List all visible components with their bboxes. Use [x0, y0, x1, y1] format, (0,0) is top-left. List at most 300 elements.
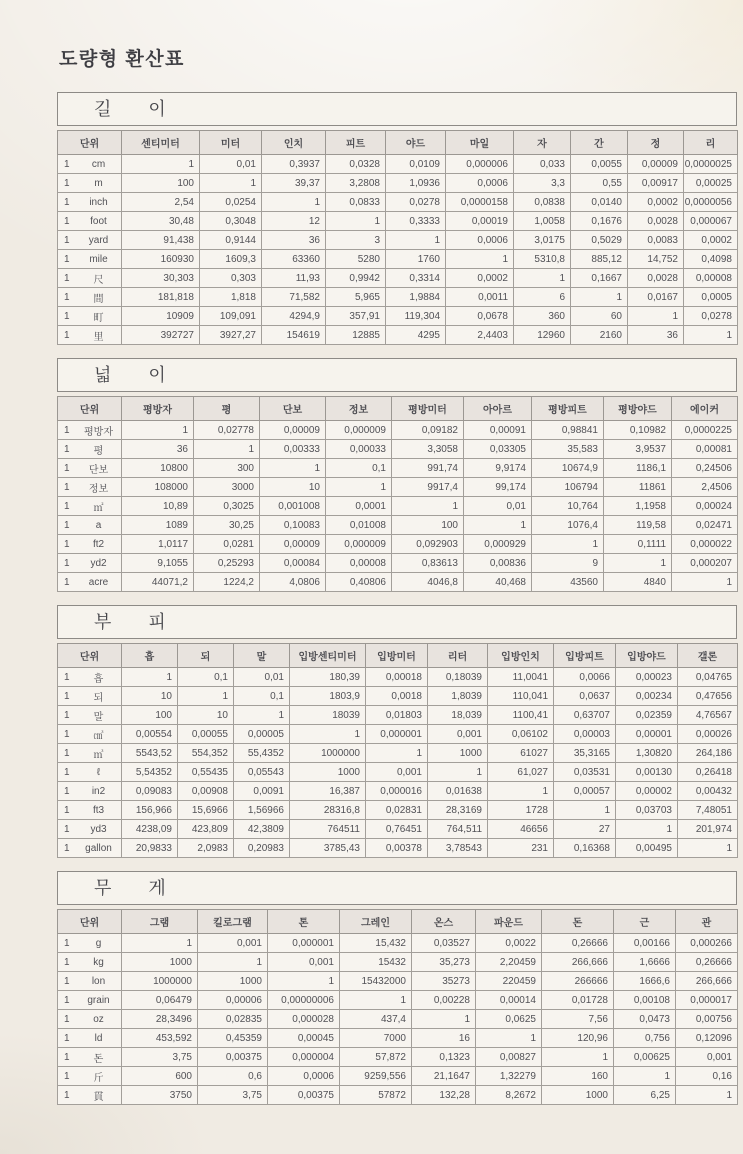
- cell-value: 10: [122, 687, 178, 706]
- table-row: [58, 820, 738, 839]
- table-row: [58, 307, 738, 326]
- cell-value: 0,0625: [476, 1010, 542, 1029]
- cell-value: 0,3314: [386, 269, 446, 288]
- unit-cell-inner: [58, 159, 121, 170]
- column-header: 리: [684, 131, 738, 155]
- conversion-table-area: [57, 396, 738, 592]
- cell-value: 0,3937: [262, 155, 326, 174]
- cell-value: 0,0006: [268, 1067, 340, 1086]
- table-row: [58, 763, 738, 782]
- cell-value: 11861: [604, 478, 672, 497]
- cell-value: 423,809: [178, 820, 234, 839]
- cell-value: 0,001: [676, 1048, 738, 1067]
- cell-value: 15,6966: [178, 801, 234, 820]
- column-header: 관: [676, 910, 738, 934]
- unit-cell-inner: [58, 558, 121, 569]
- conversion-table-weight: [57, 909, 738, 1105]
- row-qty: 1: [64, 804, 70, 816]
- cell-value: 1,1958: [604, 497, 672, 516]
- cell-value: 1: [678, 839, 738, 858]
- unit-cell-inner: [58, 178, 121, 189]
- cell-value: 0,16: [676, 1067, 738, 1086]
- cell-value: 42,3809: [234, 820, 290, 839]
- conversion-table-volume: [57, 643, 738, 858]
- cell-value: 0,00008: [684, 269, 738, 288]
- table-row: [58, 991, 738, 1010]
- column-header: 정: [628, 131, 684, 155]
- conversion-table-length: [57, 130, 738, 345]
- cell-value: 0,0083: [628, 231, 684, 250]
- cell-value: 39,37: [262, 174, 326, 193]
- cell-value: 0,0281: [194, 535, 260, 554]
- row-unit: 흡: [93, 673, 104, 685]
- cell-value: 0,00023: [616, 668, 678, 687]
- unit-cell-inner: [58, 480, 121, 495]
- row-unit: acre: [88, 576, 109, 588]
- unit-cell: [58, 174, 122, 193]
- cell-value: 0,00025: [684, 174, 738, 193]
- cell-value: 0,03531: [554, 763, 616, 782]
- unit-cell-inner: [58, 235, 121, 246]
- cell-value: 28,3496: [122, 1010, 198, 1029]
- cell-value: 0,033: [514, 155, 571, 174]
- cell-value: 4238,09: [122, 820, 178, 839]
- unit-cell: [58, 820, 122, 839]
- cell-value: 15432000: [340, 972, 412, 991]
- row-unit: ℓ: [96, 766, 101, 778]
- unit-cell: [58, 573, 122, 592]
- cell-value: 28,3169: [428, 801, 488, 820]
- cell-value: 57872: [340, 1086, 412, 1105]
- unit-cell: [58, 193, 122, 212]
- cell-value: 6,25: [614, 1086, 676, 1105]
- page-title: 도량형 환산표: [59, 49, 185, 70]
- cell-value: 0,000028: [268, 1010, 340, 1029]
- column-header: 평방피트: [532, 397, 604, 421]
- row-qty: 1: [64, 272, 70, 284]
- table-row: [58, 440, 738, 459]
- cell-value: 28316,8: [290, 801, 366, 820]
- cell-value: 12960: [514, 326, 571, 345]
- cell-value: 0,0002: [446, 269, 514, 288]
- row-unit: 정보: [88, 483, 109, 495]
- unit-cell: [58, 763, 122, 782]
- row-qty: 1: [64, 747, 70, 759]
- row-unit: in2: [91, 785, 106, 797]
- cell-value: 0,02471: [672, 516, 738, 535]
- cell-value: 71,582: [262, 288, 326, 307]
- cell-value: 0,10083: [260, 516, 326, 535]
- cell-value: 1,0058: [514, 212, 571, 231]
- row-unit: 단보: [88, 464, 109, 476]
- row-qty: 1: [64, 329, 70, 341]
- column-header: 입방미터: [366, 644, 428, 668]
- unit-cell-inner: [58, 976, 121, 987]
- cell-value: 9,1055: [122, 554, 194, 573]
- row-qty: 1: [64, 994, 70, 1006]
- cell-value: 0,01803: [366, 706, 428, 725]
- cell-value: 437,4: [340, 1010, 412, 1029]
- cell-value: 1: [326, 478, 392, 497]
- row-unit: 돈: [93, 1053, 104, 1065]
- cell-value: 0,00333: [260, 440, 326, 459]
- cell-value: 10909: [122, 307, 200, 326]
- cell-value: 1: [392, 497, 464, 516]
- cell-value: 0,000001: [366, 725, 428, 744]
- cell-value: 0,000009: [326, 535, 392, 554]
- cell-value: 14,752: [628, 250, 684, 269]
- cell-value: 108000: [122, 478, 194, 497]
- cell-value: 2,4403: [446, 326, 514, 345]
- column-header: 흡: [122, 644, 178, 668]
- row-unit: ㎡: [93, 502, 104, 514]
- cell-value: 3927,27: [200, 326, 262, 345]
- cell-value: 1: [628, 307, 684, 326]
- section-title-area: 넓 이: [57, 358, 737, 392]
- cell-value: 61,027: [488, 763, 554, 782]
- table-row: [58, 1086, 738, 1105]
- cell-value: 100: [122, 174, 200, 193]
- table-row: [58, 1010, 738, 1029]
- cell-value: 11,0041: [488, 668, 554, 687]
- cell-value: 0,26418: [678, 763, 738, 782]
- table-row: [58, 1029, 738, 1048]
- cell-value: 9259,556: [340, 1067, 412, 1086]
- cell-value: 0,00495: [616, 839, 678, 858]
- column-header: 근: [614, 910, 676, 934]
- cell-value: 4,0806: [260, 573, 326, 592]
- table-row: [58, 687, 738, 706]
- cell-value: 0,0473: [614, 1010, 676, 1029]
- cell-value: 0,40806: [326, 573, 392, 592]
- row-unit: yd3: [90, 823, 107, 835]
- table-row: [58, 744, 738, 763]
- cell-value: 1: [604, 554, 672, 573]
- cell-value: 0,00008: [326, 554, 392, 573]
- cell-value: 0,00130: [616, 763, 678, 782]
- cell-value: 0,01008: [326, 516, 392, 535]
- cell-value: 0,9144: [200, 231, 262, 250]
- cell-value: 0,001008: [260, 497, 326, 516]
- unit-cell-inner: [58, 1014, 121, 1025]
- table-row: [58, 801, 738, 820]
- row-unit: 되: [93, 692, 104, 704]
- cell-value: 4294,9: [262, 307, 326, 326]
- column-header: 갤론: [678, 644, 738, 668]
- table-row: [58, 174, 738, 193]
- cell-value: 0,00009: [628, 155, 684, 174]
- unit-cell: [58, 1010, 122, 1029]
- cell-value: 3,3: [514, 174, 571, 193]
- cell-value: 110,041: [488, 687, 554, 706]
- cell-value: 27: [554, 820, 616, 839]
- cell-value: 3785,43: [290, 839, 366, 858]
- cell-value: 10,764: [532, 497, 604, 516]
- cell-value: 0,02835: [198, 1010, 268, 1029]
- cell-value: 0,00057: [554, 782, 616, 801]
- cell-value: 1000: [122, 953, 198, 972]
- column-header: 돈: [542, 910, 614, 934]
- cell-value: 2,0983: [178, 839, 234, 858]
- cell-value: 0,00018: [366, 668, 428, 687]
- cell-value: 0,001: [428, 725, 488, 744]
- row-unit: ㎤: [93, 730, 104, 742]
- column-header: 아아르: [464, 397, 532, 421]
- cell-value: 0,03305: [464, 440, 532, 459]
- cell-value: 0,00009: [260, 535, 326, 554]
- row-unit: lon: [91, 975, 106, 987]
- row-qty: 1: [64, 1089, 70, 1101]
- cell-value: 0,0838: [514, 193, 571, 212]
- cell-value: 1: [198, 953, 268, 972]
- cell-value: 0,000022: [672, 535, 738, 554]
- unit-cell: [58, 440, 122, 459]
- cell-value: 0,000266: [676, 934, 738, 953]
- column-header: 단위: [58, 397, 122, 421]
- cell-value: 0,000067: [684, 212, 738, 231]
- unit-cell-inner: [58, 309, 121, 324]
- unit-cell: [58, 1067, 122, 1086]
- header-row: [58, 131, 738, 155]
- cell-value: 0,3048: [200, 212, 262, 231]
- cell-value: 0,06102: [488, 725, 554, 744]
- unit-cell-inner: [58, 727, 121, 742]
- unit-cell-inner: [58, 461, 121, 476]
- unit-cell-inner: [58, 843, 121, 854]
- cell-value: 1,9884: [386, 288, 446, 307]
- cell-value: 16,387: [290, 782, 366, 801]
- cell-value: 0,02359: [616, 706, 678, 725]
- section-volume: [57, 605, 737, 858]
- cell-value: 1,32279: [476, 1067, 542, 1086]
- row-unit: 間: [93, 293, 104, 305]
- cell-value: 0,0254: [200, 193, 262, 212]
- unit-cell-inner: [58, 539, 121, 550]
- cell-value: 0,26666: [676, 953, 738, 972]
- cell-value: 4840: [604, 573, 672, 592]
- header-row: [58, 397, 738, 421]
- column-header: 인치: [262, 131, 326, 155]
- cell-value: 35,273: [412, 953, 476, 972]
- column-header: 자: [514, 131, 571, 155]
- row-unit: cm: [91, 158, 106, 170]
- cell-value: 91,438: [122, 231, 200, 250]
- cell-value: 0,00756: [676, 1010, 738, 1029]
- section-title-length: 길 이: [57, 92, 737, 126]
- row-unit: grain: [87, 994, 110, 1006]
- cell-value: 0,0055: [571, 155, 628, 174]
- unit-cell: [58, 1048, 122, 1067]
- cell-value: 0,5029: [571, 231, 628, 250]
- cell-value: 0,001: [198, 934, 268, 953]
- cell-value: 1: [326, 212, 386, 231]
- cell-value: 1000000: [290, 744, 366, 763]
- section-length: [57, 92, 737, 345]
- cell-value: 264,186: [678, 744, 738, 763]
- row-qty: 1: [64, 424, 70, 436]
- cell-value: 0,00001: [616, 725, 678, 744]
- cell-value: 1,56966: [234, 801, 290, 820]
- cell-value: 0,0109: [386, 155, 446, 174]
- cell-value: 1,818: [200, 288, 262, 307]
- cell-value: 1186,1: [604, 459, 672, 478]
- cell-value: 0,000006: [446, 155, 514, 174]
- row-qty: 1: [64, 1032, 70, 1044]
- cell-value: 0,00378: [366, 839, 428, 858]
- cell-value: 36: [262, 231, 326, 250]
- unit-cell: [58, 459, 122, 478]
- cell-value: 0,00003: [554, 725, 616, 744]
- cell-value: 0,0140: [571, 193, 628, 212]
- unit-cell-inner: [58, 423, 121, 438]
- cell-value: 2160: [571, 326, 628, 345]
- cell-value: 0,00108: [614, 991, 676, 1010]
- cell-value: 1000: [428, 744, 488, 763]
- cell-value: 0,00084: [260, 554, 326, 573]
- cell-value: 1: [412, 1010, 476, 1029]
- cell-value: 43560: [532, 573, 604, 592]
- unit-cell-inner: [58, 1033, 121, 1044]
- cell-value: 3000: [194, 478, 260, 497]
- cell-value: 300: [194, 459, 260, 478]
- table-row: [58, 193, 738, 212]
- cell-value: 0,24506: [672, 459, 738, 478]
- cell-value: 1: [514, 269, 571, 288]
- row-unit: g: [95, 937, 102, 949]
- cell-value: 0,02831: [366, 801, 428, 820]
- cell-value: 5,54352: [122, 763, 178, 782]
- cell-value: 600: [122, 1067, 198, 1086]
- cell-value: 4046,8: [392, 573, 464, 592]
- cell-value: 1: [676, 1086, 738, 1105]
- table-row: [58, 839, 738, 858]
- cell-value: 1000: [542, 1086, 614, 1105]
- unit-cell-inner: [58, 995, 121, 1006]
- cell-value: 160930: [122, 250, 200, 269]
- cell-value: 0,01: [200, 155, 262, 174]
- unit-cell-inner: [58, 328, 121, 343]
- cell-value: 0,00375: [198, 1048, 268, 1067]
- row-qty: 1: [64, 215, 70, 227]
- cell-value: 21,1647: [412, 1067, 476, 1086]
- row-qty: 1: [64, 196, 70, 208]
- cell-value: 220459: [476, 972, 542, 991]
- unit-cell: [58, 1086, 122, 1105]
- unit-cell: [58, 991, 122, 1010]
- row-unit: 평방자: [84, 426, 113, 438]
- cell-value: 0,0066: [554, 668, 616, 687]
- cell-value: 36: [628, 326, 684, 345]
- cell-value: 0,06479: [122, 991, 198, 1010]
- row-unit: 尺: [93, 274, 104, 286]
- row-unit: 말: [93, 711, 104, 723]
- cell-value: 10: [178, 706, 234, 725]
- cell-value: 20,9833: [122, 839, 178, 858]
- cell-value: 0,9942: [326, 269, 386, 288]
- unit-cell-inner: [58, 1088, 121, 1103]
- cell-value: 231: [488, 839, 554, 858]
- cell-value: 1: [340, 991, 412, 1010]
- cell-value: 1,30820: [616, 744, 678, 763]
- cell-value: 0,00554: [122, 725, 178, 744]
- column-header: 되: [178, 644, 234, 668]
- cell-value: 0,0091: [234, 782, 290, 801]
- cell-value: 0,0028: [628, 269, 684, 288]
- cell-value: 0,1111: [604, 535, 672, 554]
- row-unit: inch: [89, 196, 108, 208]
- cell-value: 4,76567: [678, 706, 738, 725]
- cell-value: 0,18039: [428, 668, 488, 687]
- cell-value: 9917,4: [392, 478, 464, 497]
- cell-value: 4295: [386, 326, 446, 345]
- cell-value: 5280: [326, 250, 386, 269]
- column-header: 말: [234, 644, 290, 668]
- cell-value: 0,000207: [672, 554, 738, 573]
- cell-value: 156,966: [122, 801, 178, 820]
- unit-cell: [58, 497, 122, 516]
- cell-value: 0,3333: [386, 212, 446, 231]
- sections-container: [57, 92, 737, 1105]
- cell-value: 7,56: [542, 1010, 614, 1029]
- unit-cell-inner: [58, 824, 121, 835]
- cell-value: 0,16368: [554, 839, 616, 858]
- cell-value: 15432: [340, 953, 412, 972]
- cell-value: 0,20983: [234, 839, 290, 858]
- cell-value: 0,000016: [366, 782, 428, 801]
- row-qty: 1: [64, 709, 70, 721]
- cell-value: 360: [514, 307, 571, 326]
- unit-cell-inner: [58, 767, 121, 778]
- row-qty: 1: [64, 975, 70, 987]
- table-row: [58, 497, 738, 516]
- cell-value: 0,01: [464, 497, 532, 516]
- section-title-volume: 부 피: [57, 605, 737, 639]
- cell-value: 0,00002: [616, 782, 678, 801]
- column-header: 파운드: [476, 910, 542, 934]
- row-unit: ft2: [92, 538, 105, 550]
- column-header: 정보: [326, 397, 392, 421]
- unit-cell: [58, 801, 122, 820]
- column-header: 그램: [122, 910, 198, 934]
- cell-value: 1: [194, 440, 260, 459]
- row-unit: 평: [93, 445, 104, 457]
- cell-value: 5310,8: [514, 250, 571, 269]
- cell-value: 453,592: [122, 1029, 198, 1048]
- section-title-weight: 무 게: [57, 871, 737, 905]
- row-unit: yd2: [90, 557, 107, 569]
- cell-value: 1: [614, 1067, 676, 1086]
- row-qty: 1: [64, 766, 70, 778]
- column-header: 간: [571, 131, 628, 155]
- unit-cell: [58, 687, 122, 706]
- row-unit: 里: [93, 331, 104, 343]
- column-header: 킬로그램: [198, 910, 268, 934]
- cell-value: 1: [262, 193, 326, 212]
- unit-cell-inner: [58, 290, 121, 305]
- cell-value: 0,092903: [392, 535, 464, 554]
- row-qty: 1: [64, 576, 70, 588]
- row-unit: oz: [93, 1013, 104, 1025]
- cell-value: 44071,2: [122, 573, 194, 592]
- cell-value: 3,78543: [428, 839, 488, 858]
- row-qty: 1: [64, 234, 70, 246]
- cell-value: 0,756: [614, 1029, 676, 1048]
- row-unit: yard: [88, 234, 109, 246]
- cell-value: 1: [122, 421, 194, 440]
- cell-value: 8,2672: [476, 1086, 542, 1105]
- cell-value: 0,0005: [684, 288, 738, 307]
- cell-value: 119,58: [604, 516, 672, 535]
